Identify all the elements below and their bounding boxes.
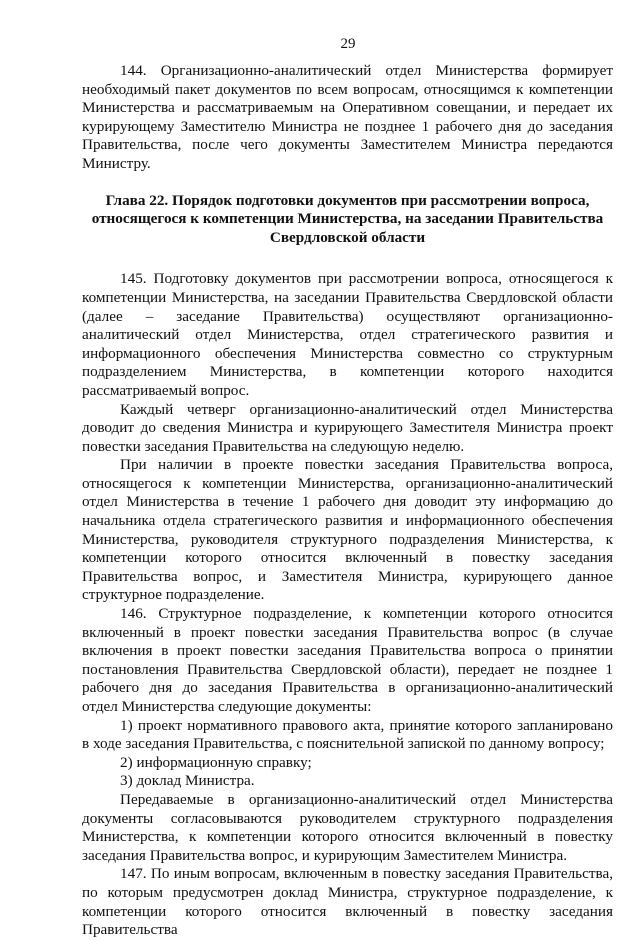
paragraph-145: 145. Подготовку документов при рассмотрении вопроса, относящегося к компетенции Министерства, на заседании Правительства Свердловской области (далее – заседание Правительства) осуществляют организационно-аналитический отдел Министерства, отдел стратегического развития и информационного обеспечения Министерства совместно со структурным подразделением Министерства, в компетенции которого находится рассматриваемый вопрос.	[82, 270, 613, 399]
paragraph: Каждый четверг организационно-аналитический отдел Министерства доводит до сведения Министра и курирующего Заместителя Министра проект повестки заседания Правительства на следующую неделю.	[82, 400, 613, 455]
paragraph-144: 144. Организационно-аналитический отдел Министерства формирует необходимый пакет документов по всем вопросам, относящимся к компетенции Министерства и рассматриваемым на Оперативном совещании, и передает их курирующему Заместителю Министра не позднее 1 рабочего дня до заседания Правительства, после чего документы Заместителем Министра передаются Министру.	[82, 62, 613, 172]
list-item: 3) доклад Министра.	[120, 772, 255, 790]
paragraph-146: 146. Структурное подразделение, к компетенции которого относится включенный в проект повестки заседания Правительства вопрос (в случае включения в проект повестки заседания Правительства вопроса о принятии постановления Правительства Свердловской области), передает не позднее 1 рабочего дня до заседания Правительства в организационно-аналитический отдел Министерства следующие документы:	[82, 605, 613, 715]
list-item: 1) проект нормативного правового акта, принятие которого запланировано в ходе заседания Правительства, с пояснительной запиской по данному вопросу;	[82, 716, 613, 753]
document-body	[82, 62, 613, 940]
page-number: 29	[340, 36, 356, 52]
paragraph: При наличии в проекте повестки заседания Правительства вопроса, относящегося к компетенции Министерства, организационно-аналитический отдел Министерства в течение 1 рабочего дня доводит эту информацию до начальника отдела стратегического развития и информационного обеспечения Министерства, руководителя структурного подразделения Министерства, к компетенции которого относится включенный в повестку заседания Правительства вопрос, и Заместителя Министра, курирующего данное структурное подразделение.	[82, 456, 613, 604]
list-item: 2) информационную справку;	[120, 753, 312, 771]
paragraph: Передаваемые в организационно-аналитический отдел Министерства документы согласовываются руководителем структурного подразделения Министерства, к компетенции которого относится включенный в повестку заседания Правительства вопрос, и курирующим Заместителем Министра.	[82, 790, 613, 864]
paragraph-147: 147. По иным вопросам, включенным в повестку заседания Правительства, по которым предусмотрен доклад Министра, структурное подразделение, к компетенции которого относится включенный в повестку заседания Правительства	[82, 865, 613, 939]
chapter-heading: Глава 22. Порядок подготовки документов при рассмотрении вопроса, относящегося к компетенции Министерства, на заседании Правительства Свердловской области	[91, 191, 604, 246]
